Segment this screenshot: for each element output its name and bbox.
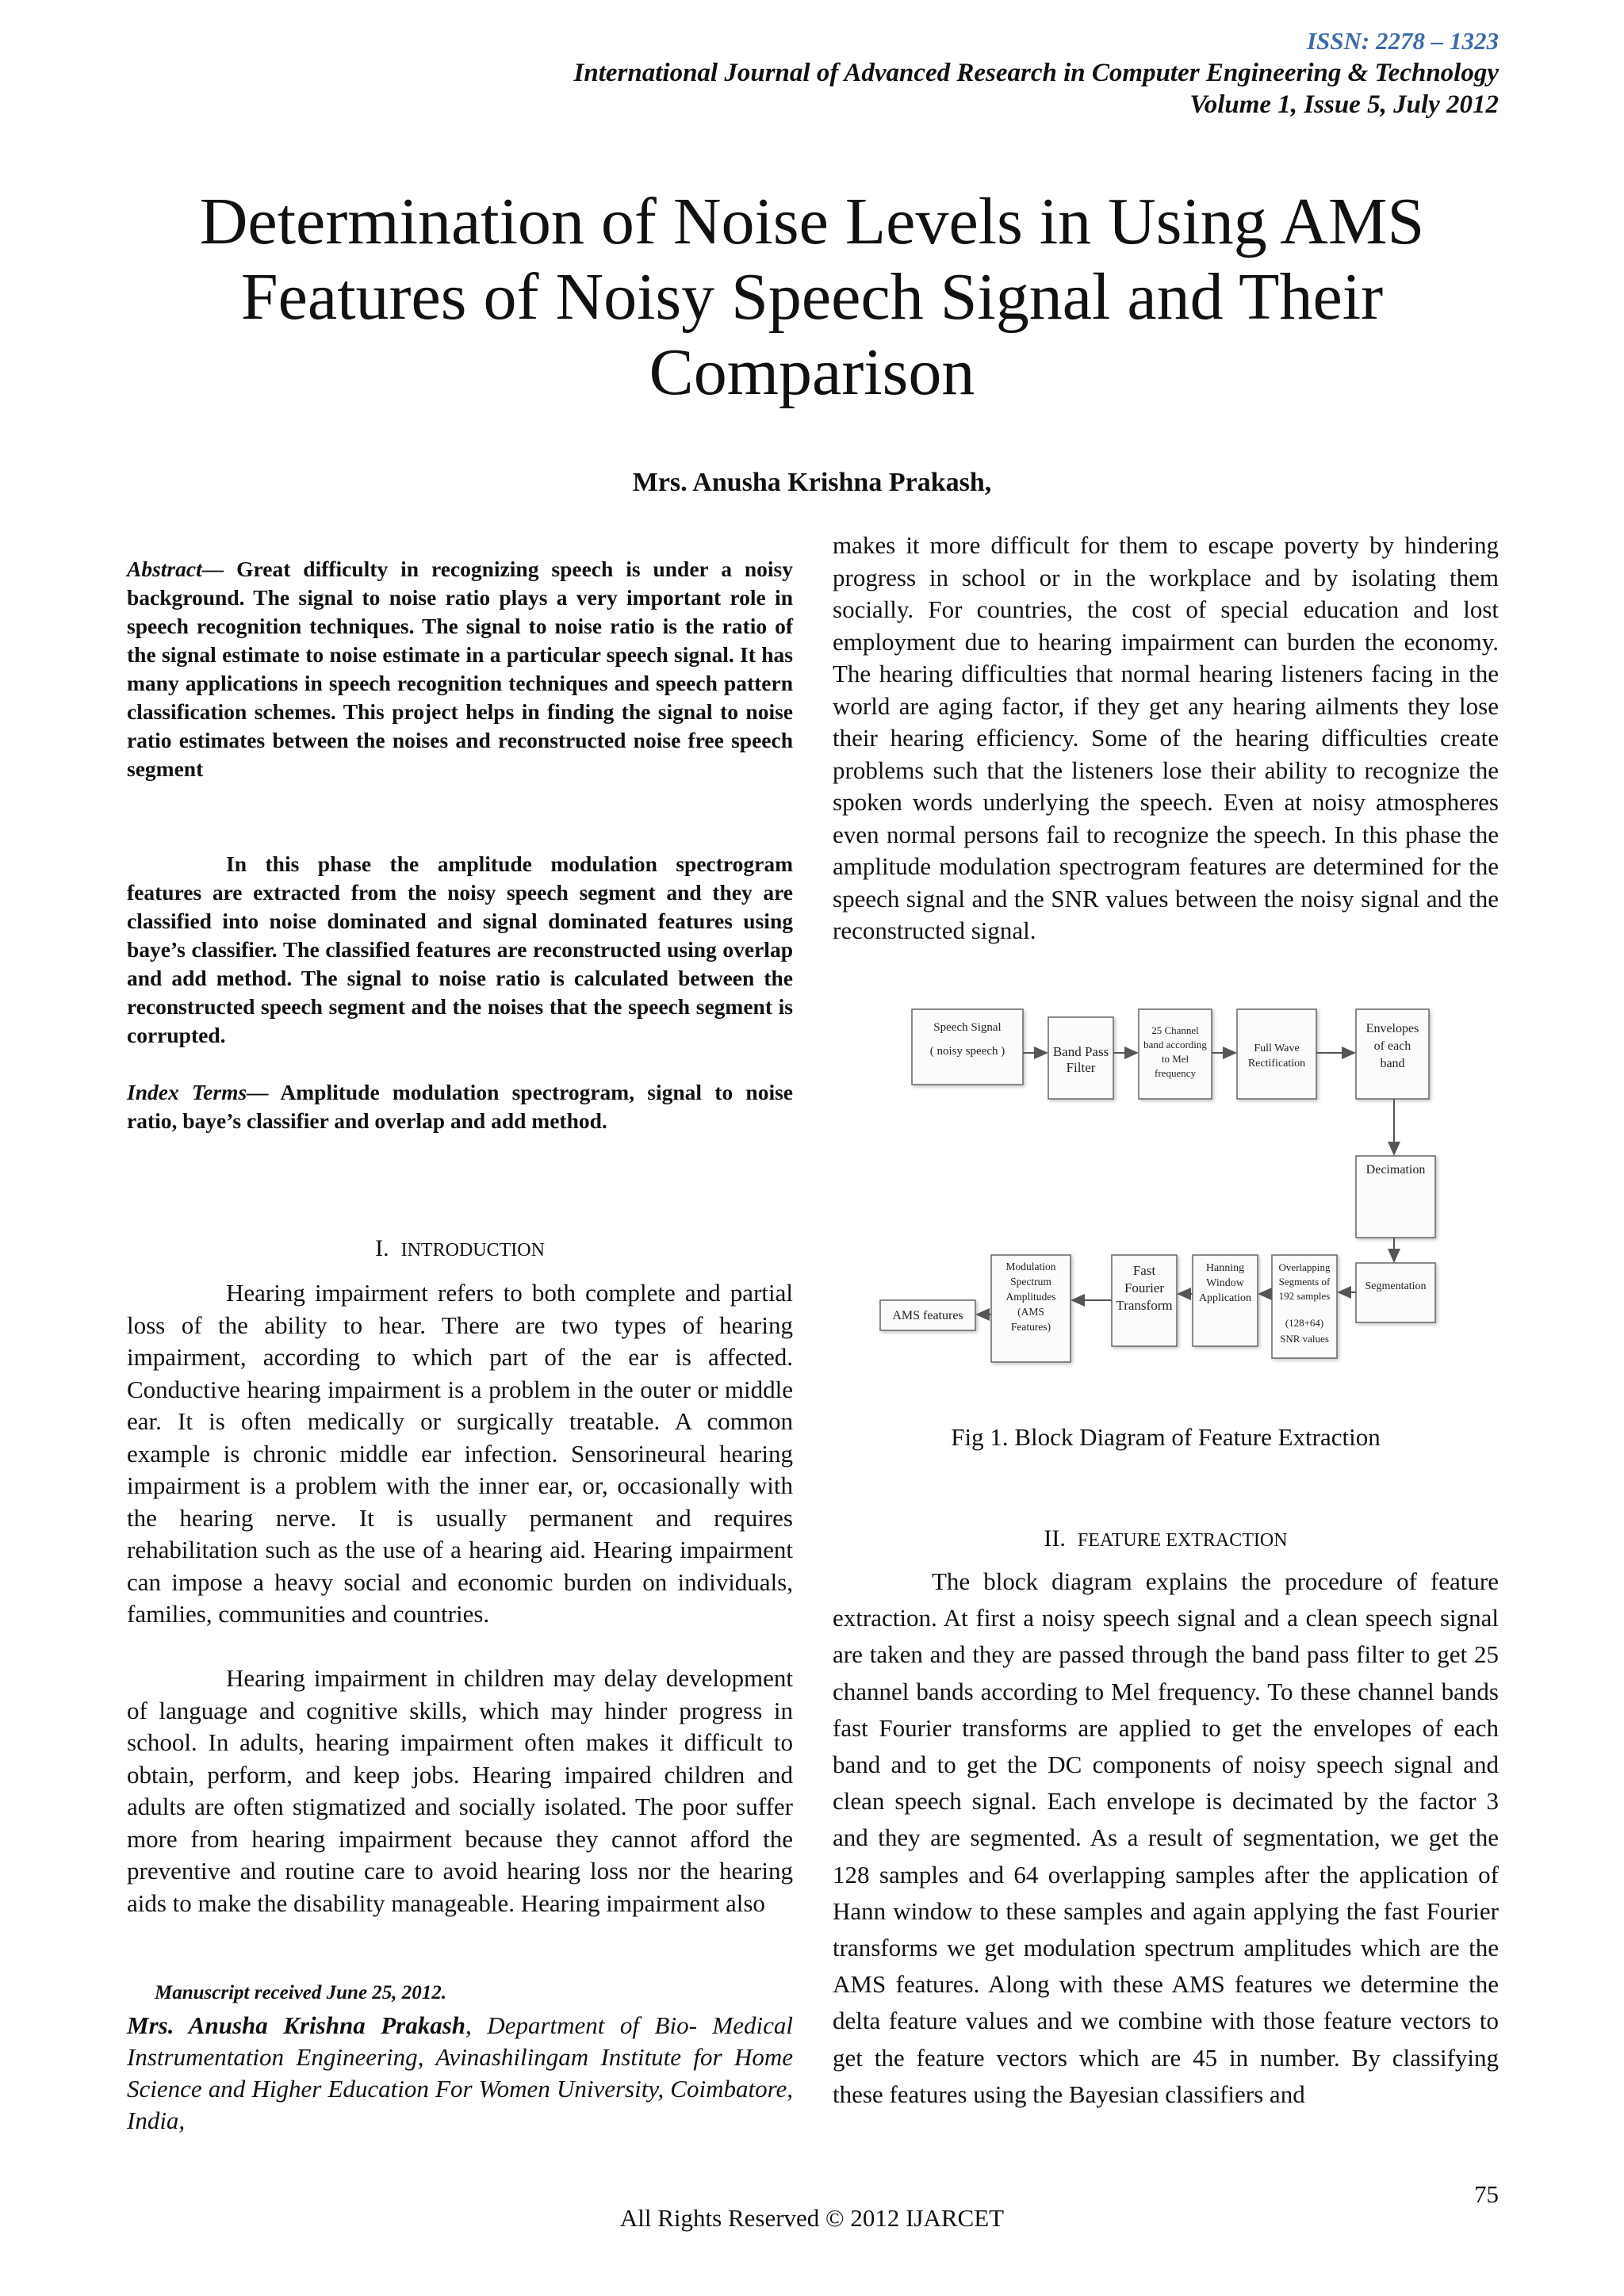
mod-label-1: Modulation bbox=[1005, 1261, 1056, 1272]
intro-p2-text: Hearing impairment in children may delay development of language and cognitive skills, which may hinder progress in school. In adults, hearing impairment often makes it difficult to obtain, perform, and keep jobs. Hearing impaired children and adults are often stigmatized and socially isolated. The poor suffer more from hearing impairment because they cannot afford the preventive and routine care to avoid hearing loss nor the hearing aids to make the disability manageable. Hearing impairment also bbox=[127, 1664, 793, 1917]
section-2-number: II. bbox=[1044, 1525, 1066, 1552]
journal-name: International Journal of Advanced Research in Computer Engineering & Technology bbox=[573, 59, 1499, 87]
bpf-label-1: Band Pass bbox=[1052, 1044, 1109, 1059]
ch-label-3: to Mel bbox=[1161, 1053, 1189, 1065]
manuscript-received: Manuscript received June 25, 2012. bbox=[155, 1982, 447, 2003]
author: Mrs. Anusha Krishna Prakash, bbox=[632, 468, 992, 497]
segmentation-label: Segmentation bbox=[1365, 1280, 1427, 1292]
env-label-1: Envelopes bbox=[1365, 1022, 1419, 1035]
footnote-affiliation: , Department of Bio- Medical Instrumentation Engineering, Avinashilingam Institute for Home Science and Higher Education For Women University, Coimbatore, India, bbox=[127, 2011, 793, 2134]
block-diagram bbox=[872, 991, 1491, 1403]
ovl-label-3: 192 samples bbox=[1278, 1290, 1331, 1302]
ch-label-2: band according bbox=[1143, 1039, 1207, 1050]
speech-signal-sublabel: ( noisy speech ) bbox=[929, 1045, 1005, 1058]
mod-label-3: Amplitudes bbox=[1005, 1291, 1056, 1303]
fft-label-1: Fast bbox=[1132, 1263, 1156, 1278]
env-label-3: band bbox=[1380, 1057, 1405, 1070]
env-label-2: of each bbox=[1373, 1039, 1411, 1053]
section-1-heading bbox=[127, 1235, 793, 1262]
abstract-text: Great difficulty in recognizing speech is under a noisy background. The signal to noise ratio plays a very important role in speech recognition techniques. The signal to noise ratio is the ratio of the signal estimate to noise estimate in a particular speech signal. It has many applications in speech recognition techniques and speech pattern classification schemes. This project helps in finding the signal to noise ratio estimates between the noises and reconstructed noise free speech segment bbox=[127, 557, 793, 781]
mod-label-2: Spectrum bbox=[1010, 1276, 1051, 1288]
copyright-footer: All Rights Reserved © 2012 IJARCET bbox=[619, 2204, 1005, 2232]
fwr-label-2: Rectification bbox=[1247, 1058, 1306, 1070]
page-number: 75 bbox=[1474, 2180, 1499, 2208]
section-2-p1-text: The block diagram explains the procedure of feature extraction. At first a noisy speech signal and a clean speech signal are taken and they are passed through the band pass filter to get 25 channel bands according to Mel frequency. To these channel bands fast Fourier transforms are applied to get the envelopes of each band and to get the DC components of noisy speech signal and clean speech signal. Each envelope is decimated by the factor 3 and they are segmented. As a result of segmentation, we get the 128 samples and 64 overlapping samples after the application of Hann window to these samples and again applying the fast Fourier transforms we get modulation spectrum amplitudes which are the AMS features. Along with these AMS features we determine the delta feature values and we combine with those feature vectors to get the feature vectors which are 45 in number. By classifying these features using the Bayesian classifiers and bbox=[833, 1567, 1499, 2108]
bpf-label-2: Filter bbox=[1066, 1060, 1096, 1075]
section-2-title: FEATURE EXTRACTION bbox=[1077, 1530, 1288, 1551]
index-terms bbox=[127, 1078, 793, 1135]
ch-label-4: frequency bbox=[1155, 1067, 1196, 1079]
ovl-label-4: (128+64) bbox=[1285, 1317, 1324, 1329]
mod-label-4: (AMS bbox=[1017, 1306, 1044, 1318]
fft-label-3: Transform bbox=[1116, 1298, 1173, 1313]
abstract-paragraph-2 bbox=[127, 850, 793, 1050]
speech-signal-label: Speech Signal bbox=[933, 1021, 1002, 1034]
abstract-label: Abstract— bbox=[127, 557, 224, 581]
section-2-heading bbox=[833, 1525, 1499, 1552]
ch-label-1: 25 Channel bbox=[1151, 1024, 1199, 1036]
mod-label-5: Features) bbox=[1010, 1321, 1051, 1333]
index-terms-label: Index Terms— bbox=[127, 1080, 269, 1104]
intro-paragraph-2-continued: makes it more difficult for them to escape poverty by hindering progress in school or in the workplace and by isolating them socially. For countries, the cost of special education and lost employment due to hearing impairment can burden the economy. The hearing difficulties that normal hearing listeners facing in the world are aging factor, if they get any hearing ailments they lose their hearing efficiency. Some of the hearing difficulties create problems such that the listeners lose their ability to recognize the spoken words underlying the speech. Even at noisy atmospheres even normal persons fail to recognize the speech. In this phase the amplitude modulation spectrogram features are determined for the speech signal and the SNR values between the noisy signal and the reconstructed signal. bbox=[833, 531, 1499, 944]
intro-paragraph-2 bbox=[127, 1663, 793, 1919]
fft-label-2: Fourier bbox=[1124, 1280, 1165, 1295]
journal-volume: Volume 1, Issue 5, July 2012 bbox=[1189, 90, 1499, 119]
footnote-author-name: Mrs. Anusha Krishna Prakash bbox=[127, 2011, 466, 2039]
ovl-label-1: Overlapping bbox=[1278, 1261, 1331, 1273]
intro-paragraph-1 bbox=[127, 1277, 793, 1631]
fwr-label-1: Full Wave bbox=[1254, 1043, 1300, 1054]
section-1-title: INTRODUCTION bbox=[400, 1240, 545, 1261]
han-label-1: Hanning bbox=[1205, 1262, 1245, 1274]
figure-caption: Fig 1. Block Diagram of Feature Extraction bbox=[951, 1423, 1381, 1451]
issn: ISSN: 2278 – 1323 bbox=[1306, 27, 1499, 55]
intro-p1-text: Hearing impairment refers to both complete and partial loss of the ability to hear. There are two types of hearing impairment, according to which part of the ear is affected. Conductive hearing impairment is a problem in the outer or middle ear. It is often medically or surgically treatable. A common example is chronic middle ear infection. Sensorineural hearing impairment is a problem with the inner ear, or, occasionally with the hearing nerve. It is usually permanent and requires rehabilitation such as the use of a hearing aid. Hearing impairment can impose a heavy social and economic burden on individuals, families, communities and countries. bbox=[127, 1279, 793, 1628]
paper-title: Determination of Noise Levels in Using AMS Features of Noisy Speech Signal and Their Comparison bbox=[199, 185, 1425, 409]
section-1-number: I. bbox=[375, 1235, 389, 1261]
ovl-label-5: SNR values bbox=[1280, 1333, 1329, 1345]
abstract bbox=[127, 555, 793, 783]
decimation-label: Decimation bbox=[1365, 1163, 1426, 1177]
segmentation-block bbox=[1356, 1263, 1435, 1322]
ams-label: AMS features bbox=[892, 1309, 963, 1322]
feature-extraction-paragraph bbox=[833, 1563, 1499, 2113]
han-label-3: Application bbox=[1198, 1292, 1252, 1304]
ovl-label-2: Segments of bbox=[1278, 1276, 1331, 1288]
abstract-para2-text: In this phase the amplitude modulation spectrogram features are extracted from the noisy speech segment and they are classified into noise dominated and signal dominated features using baye’s classifier. The classified features are reconstructed using overlap and add method. The signal to noise ratio is calculated between the reconstructed speech segment and the noises that the speech segment is corrupted. bbox=[127, 851, 793, 1047]
han-label-2: Window bbox=[1206, 1277, 1244, 1289]
index-terms-text: Amplitude modulation spectrogram, signal to noise ratio, baye’s classifier and overlap and add method. bbox=[127, 1080, 793, 1133]
author-affiliation bbox=[127, 2010, 793, 2137]
